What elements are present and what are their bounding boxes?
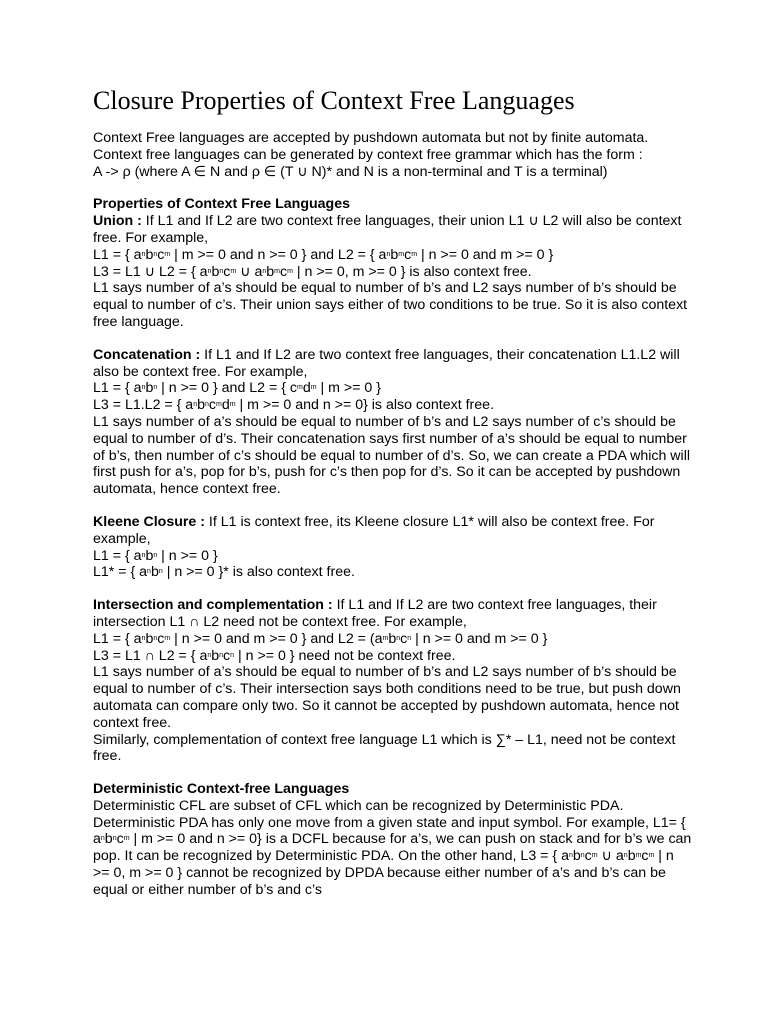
concatenation-label: Concatenation : (93, 346, 201, 363)
properties-heading: Properties of Context Free Languages (93, 196, 351, 213)
union-paragraph (93, 213, 693, 247)
concatenation-paragraph (93, 347, 693, 381)
kleene-label: Kleene Closure : (93, 513, 205, 530)
kleene-example-l1: L1 = { $a^nb^n$ | n >= 0 } (93, 547, 218, 564)
intersection-explanation: L1 says number of a’s should be equal to number of b’s and L2 says number of b’s should be equal to number of c’s. Their intersection says both conditions need to be true, but push down automata can compare only two. So it cannot be accepted by pushdown automata, hence not context free. (93, 664, 681, 731)
complementation-explanation: Similarly, complementation of context free language L1 which is ∑* – L1, need not be context free. (93, 731, 676, 765)
intro-paragraph (93, 130, 693, 164)
kleene-section (93, 514, 693, 581)
intersection-label: Intersection and complementation : (93, 597, 333, 614)
union-example-l1: L1 = { $a^nb^nc^m$ | m >= 0 and n >= 0 } and L2 = { $a^nb^mc^m$ | n >= 0 and m >= 0 } (93, 246, 554, 263)
deterministic-paragraph: Deterministic CFL are subset of CFL which can be recognized by Deterministic PDA. Deterministic PDA has only one move from a given state and input symbol. For example, L1= { $a^nb^nc^m$ | m >= 0 and n >= 0} is a DCFL because for a’s, we can push on stack and for b’s we can pop. It can be recognized by Deterministic PDA. On the other hand, L3 = { $a^nb^nc^m$ ∪ $a^nb^mc^m$ | n >= 0, m >= 0 } cannot be recognized by DPDA because either number of a’s and b’s can be equal or either number of b’s and c’s (93, 797, 692, 898)
union-text: If L1 and If L2 are two context free languages, their union L1 ∪ L2 will also be context free. For example, (93, 213, 682, 246)
page-title: Closure Properties of Context Free Languages (93, 86, 575, 115)
kleene-example-l1-star: L1* = { $a^nb^n$ | n >= 0 }* is also context free. (93, 564, 355, 581)
concatenation-explanation: L1 says number of a’s should be equal to number of b’s and L2 says number of c’s should be equal to number of d’s. Their concatenation says first number of a’s should be equal to number of b’s, then number of c’s should be equal to number of d’s. So, we can create a PDA which will first push for a’s, pop for b’s, push for c’s then pop for d’s. So it can be accepted by pushdown automata, hence context free. (93, 413, 691, 498)
grammar-rule: A -> ρ (where A ∈ N and ρ ∈ (T ∪ N)* and N is a non-terminal and T is a terminal) (93, 163, 608, 180)
document-page (93, 86, 693, 899)
union-example-l3: L3 = L1 ∪ L2 = { $a^nb^nc^m$ ∪ $a^nb^mc^m$ | n >= 0, m >= 0 } is also context free. (93, 263, 532, 280)
union-label: Union : (93, 213, 142, 230)
union-explanation: L1 says number of a’s should be equal to number of b’s and L2 says number of b’s should be equal to number of c’s. Their union says either of two conditions to be true. So it is also context free language. (93, 280, 688, 330)
kleene-text: If L1 is context free, its Kleene closure L1* will also be context free. For example, (93, 513, 655, 547)
deterministic-heading: Deterministic Context-free Languages (93, 781, 350, 798)
concatenation-section (93, 347, 693, 498)
intersection-text: If L1 and If L2 are two context free languages, their intersection L1 ∩ L2 need not be context free. For example, (93, 597, 657, 630)
intersection-example-l1: L1 = { $a^nb^nc^m$ | n >= 0 and m >= 0 } and $L2 = (a^mb^nc^n$ | n >= 0 and m >= 0 } (93, 630, 548, 647)
concatenation-example-l3: L3 = L1.L2 = { $a^nb^nc^md^m$ | m >= 0 and n >= 0} is also context free. (93, 397, 495, 414)
kleene-paragraph (93, 514, 693, 548)
intro-text: Context Free languages are accepted by pushdown automata but not by finite automata. Context free languages can be generated by context free grammar which has the form : (93, 130, 649, 163)
deterministic-section (93, 781, 693, 899)
intersection-section (93, 597, 693, 765)
concatenation-text: If L1 and If L2 are two context free languages, their concatenation L1.L2 will also be context free. For example, (93, 346, 680, 380)
concatenation-example-l1: L1 = { $a^nb^n$ | n >= 0 } and L2 = { $c^md^m$ | m >= 0 } (93, 380, 381, 397)
intersection-paragraph (93, 597, 693, 631)
intersection-example-l3: L3 = L1 ∩ L2 = { $a^nb^nc^n$ | n >= 0 } need not be context free. (93, 647, 456, 664)
properties-section (93, 196, 693, 330)
